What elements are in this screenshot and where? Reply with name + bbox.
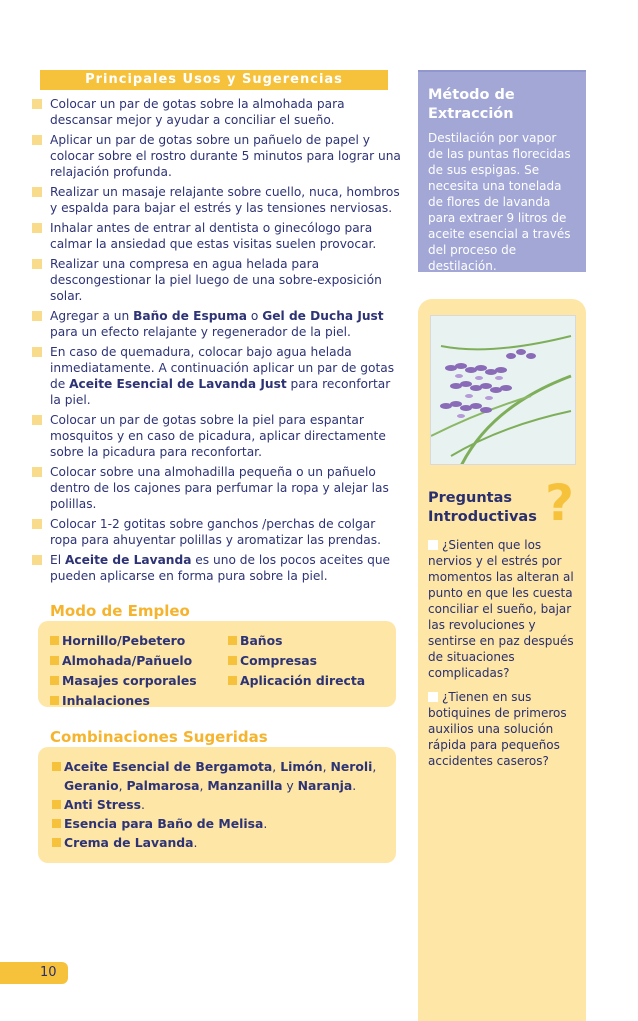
bullet-square-icon [228,636,237,645]
metodo-title: Método de Extracción [428,87,515,122]
empleo-item: Almohada/Pañuelo [50,651,228,670]
empleo-item: Baños [228,631,382,650]
empleo-item: Masajes corporales [50,671,228,690]
metodo-box [418,70,586,272]
bullet-square-icon [32,135,42,145]
bullet-square-icon [228,656,237,665]
question-mark-icon: ? [544,474,574,532]
preguntas-title: Preguntas Introductivas [428,490,537,525]
lavender-illustration [431,316,576,465]
metodo-text: Destilación por vapor de las puntas florecidas de sus espigas. Se necesita una tonelada de flores de lavanda para extraer 9 litros de aceite esencial a través del proceso de destilación. [428,131,571,273]
bullet-square-icon [50,696,59,705]
usos-item: Realizar un masaje relajante sobre cuello, nuca, hombros y espalda para bajar el estrés y las tensiones nerviosas. [30,184,402,216]
bullet-square-icon [50,656,59,665]
bullet-square-icon [32,467,42,477]
bullet-square-icon [52,838,61,847]
usos-item: Colocar sobre una almohadilla pequeña o un pañuelo dentro de los cajones para perfumar la ropa y alejar las polillas. [30,464,402,512]
bullet-square-icon [32,223,42,233]
pregunta-1: ¿Sienten que los nervios y el estrés por momentos las alteran al punto en que les cuesta conciliar el sueño, bajar las revoluciones y sentirse en paz después de situaciones complicadas? [428,538,574,680]
empleo-box [38,621,396,707]
bullet-square-icon [428,692,438,702]
empleo-item: Hornillo/Pebetero [50,631,228,650]
bullet-square-icon [52,762,61,771]
usos-item: Agregar a un Baño de Espuma o Gel de Ducha Just para un efecto relajante y regenerador de la piel. [30,308,402,340]
bullet-square-icon [428,540,438,550]
combinacion-item: Crema de Lavanda. [52,833,382,852]
bullet-square-icon [50,676,59,685]
bullet-square-icon [52,819,61,828]
pregunta-2: ¿Tienen en sus botiquines de primeros auxilios una solución rápida para pequeños accidentes caseros? [428,690,567,768]
preguntas-header [428,474,578,532]
combinacion-item: Aceite Esencial de Bergamota, Limón, Neroli, Geranio, Palmarosa, Manzanilla y Naranja. [52,757,382,795]
bullet-square-icon [32,99,42,109]
bullet-square-icon [50,636,59,645]
bullet-square-icon [32,555,42,565]
combinaciones-list [52,757,382,852]
combinacion-item: Anti Stress. [52,795,382,814]
combinaciones-box [38,747,396,863]
bullet-square-icon [52,800,61,809]
usos-item: En caso de quemadura, colocar bajo agua helada inmediatamente. A continuación aplicar un par de gotas de Aceite Esencial de Lavanda Just para reconfortar la piel. [30,344,402,408]
empleo-item: Compresas [228,651,382,670]
empleo-grid [50,631,382,710]
usos-item: Realizar una compresa en agua helada para descongestionar la piel luego de una sobre-exposición solar. [30,256,402,304]
empleo-item: Inhalaciones [50,691,228,710]
page-number: 10 [0,962,68,984]
bullet-square-icon [32,347,42,357]
usos-header: Principales Usos y Sugerencias [40,70,388,90]
usos-item: El Aceite de Lavanda es uno de los pocos aceites que pueden aplicarse en forma pura sobre la piel. [30,552,402,584]
lavender-flower-image [430,315,576,465]
bullet-square-icon [228,676,237,685]
preguntas-box [418,299,586,1021]
usos-item: Colocar un par de gotas sobre la almohada para descansar mejor y ayudar a conciliar el sueño. [30,96,402,128]
bullet-square-icon [32,415,42,425]
usos-item: Inhalar antes de entrar al dentista o ginecólogo para calmar la ansiedad que estas visitas suelen provocar. [30,220,402,252]
bullet-square-icon [32,519,42,529]
usos-list [30,96,402,584]
empleo-item: Aplicación directa [228,671,382,690]
combinaciones-title: Combinaciones Sugeridas [50,728,268,746]
main-column [30,70,402,863]
combinacion-item: Esencia para Baño de Melisa. [52,814,382,833]
usos-item: Colocar un par de gotas sobre la piel para espantar mosquitos y en caso de picadura, aplicar directamente sobre la picadura para reconfortar. [30,412,402,460]
usos-item: Colocar 1-2 gotitas sobre ganchos /perchas de colgar ropa para ahuyentar polillas y aromatizar las prendas. [30,516,402,548]
bullet-square-icon [32,311,42,321]
usos-item: Aplicar un par de gotas sobre un pañuelo de papel y colocar sobre el rostro durante 5 minutos para lograr una relajación profunda. [30,132,402,180]
bullet-square-icon [32,187,42,197]
bullet-square-icon [32,259,42,269]
empleo-title: Modo de Empleo [50,602,190,620]
